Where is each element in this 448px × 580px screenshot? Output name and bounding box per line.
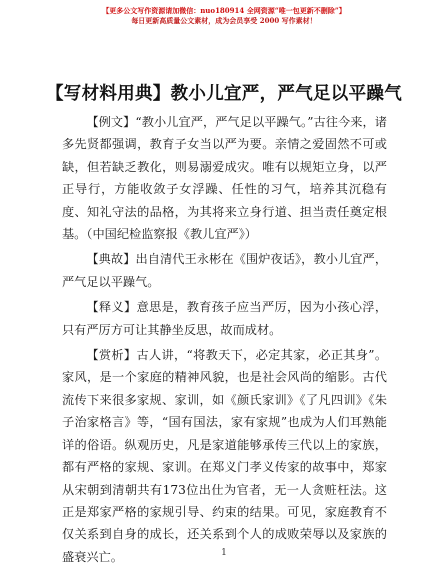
page-number: 1 [221,548,227,558]
paragraph-tag: 【释义】 [86,300,137,315]
paragraph-text: 出自清代王永彬在《围炉夜话》，教小儿宜严，严气足以平躁气。 [62,252,388,289]
paragraph-allusion [62,248,387,293]
promo-line-2: 每日更新高质量公文素材，成为会员享受 2000 写作素材！ [131,16,317,25]
document-body [62,111,387,571]
paragraph-tag: 【赏析】 [86,348,137,363]
promo-header [0,6,448,26]
paragraph-explanation [62,296,387,341]
paragraph-appreciation [62,344,387,568]
document-title: 【写材料用典】教小儿宜严，严气足以平躁气 [46,84,402,104]
paragraph-example [62,111,387,245]
paragraph-text: “教小儿宜严，严气足以平躁气。”古往今来，诸多先贤都强调，教育子女当以严为要。亲情之爱固然不可或缺，但若缺乏教化，则易溺爱成灾。唯有以规矩立身，以严正导行，方能收敛子女浮躁、任性的习气，培养其沉稳有度、知礼守法的品格，为其将来立身行道、担当责任奠定根基。（中国纪检监察报《教儿宜严》） [62,115,387,242]
paragraph-text: 意思是，教育孩子应当严厉，因为小孩心浮，只有严厉方可让其静坐反思，故而成材。 [62,300,388,337]
paragraph-tag: 【典故】 [86,252,136,267]
paragraph-tag: 【例文】 [86,115,136,129]
paragraph-text: 古人讲，“将教天下，必定其家，必正其身”。家风，是一个家庭的精神风貌，也是社会风尚的缩影。古代流传下来很多家规、家训，如《颜氏家训》《了凡四训》《朱子治家格言》等，“国有国法，家有家规”也成为人们耳熟能详的俗语。纵观历史，凡是家道能够承传三代以上的家族，都有严格的家规、家训。在郑义门孝义传家的故事中，郑家从宋朝到清朝共有173位出仕为官者，无一人贪赃枉法。这正是郑家严格的家规引导、约束的结果。可见，家庭教育不仅关系到自身的成长，还关系到个人的成败荣辱以及家族的盛衰兴亡。 [62,348,388,564]
promo-line-1: 【更多公文写作资源请加微信：nuo180914 全网资源“唯一包更新不删除”】 [102,6,346,15]
